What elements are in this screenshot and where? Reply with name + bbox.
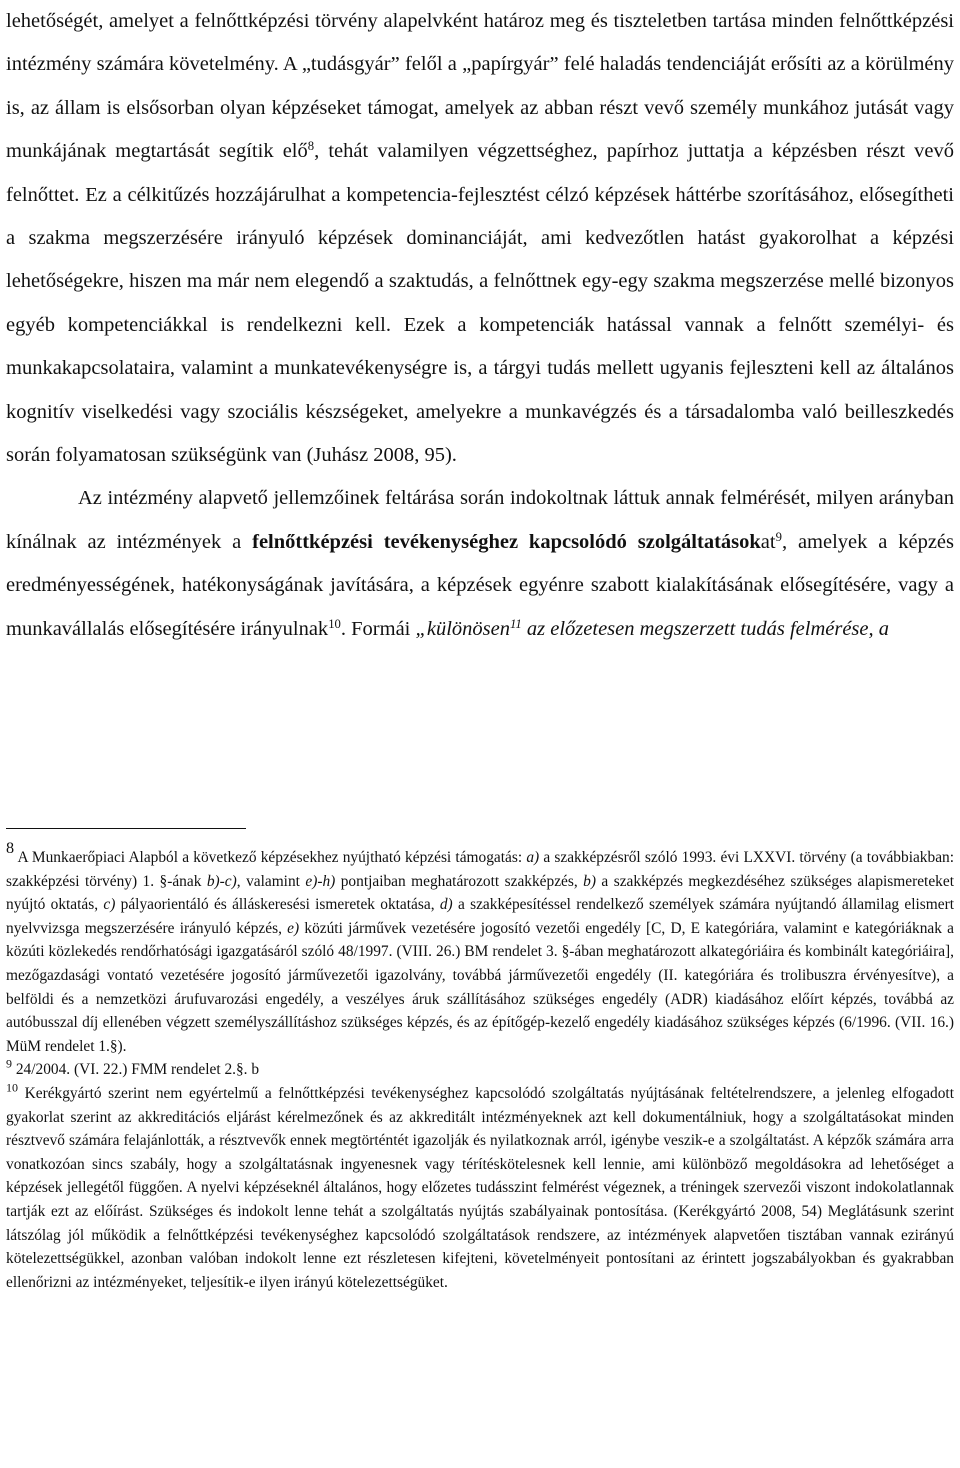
- footnote-ref-10[interactable]: 10: [328, 616, 341, 631]
- paragraph-2-text-d: . Formái: [340, 617, 416, 640]
- footnotes: [6, 840, 954, 1294]
- footnote-8-italic: a): [526, 849, 540, 866]
- footnote-8-number: 8: [6, 840, 15, 858]
- footnote-8-italic: b): [583, 872, 596, 890]
- footnote-8-italic: b)-c): [206, 872, 237, 890]
- document-page: [6, 0, 954, 651]
- paragraph-1: [6, 0, 954, 477]
- footnote-8-italic: e)-h): [305, 872, 336, 890]
- footnote-ref-9[interactable]: 9: [775, 529, 782, 544]
- footnote-10-number: 10: [6, 1080, 18, 1095]
- paragraph-2-italic-a: „különösen: [415, 617, 511, 640]
- paragraph-2-text-c: , amelyek a képzés eredményességének, hatékonyságának javítására, a képzések egyénre szabott kialakításának elősegítésére, vagy a munkavállalás elősegítésére irányulnak: [6, 530, 954, 640]
- footnote-8-italic: d): [439, 896, 453, 914]
- footnote-8-text: a szakképzés megkezdéséhez szükséges alapismereteket nyújtó oktatás,: [6, 872, 954, 914]
- main-text: [6, 0, 954, 651]
- footnote-10-text: Kerékgyártó szerint nem egyértelmű a felnőttképzési tevékenységhez kapcsolódó szolgáltatás nyújtásának feltételrendszere, a jelenleg elfogadott gyakorlat szerint az akkreditációs eljárást kérelmezőnek és az akkreditált intézményeknek azt kell dokumentálniuk, hogy a szolgáltatásokat minden résztvevő számára felajánlották, a résztvevők ennek megtörténtét igazolják és nyilatkoznak arról, igénybe veszik-e a szolgáltatást. A képzők számára arra vonatkozóan sincs szabály, hogy a szolgáltatásnak ingyenesnek vagy térítéskötelesnek kell lennie, ami különböző megoldásokra ad lehetőséget a képzések jellegétől függően. A nyelvi képzéseknél általános, hogy előzetes tudásszint felmérést végeznek, a tréningek szervezői viszont indokolatlannak tartják ezt az előírást. Szükséges és indokolt lenne tehát a szolgáltatás nyújtás szabályainak pontosítása. (Kerékgyártó 2008, 54) Meglátásunk szerint látszólag jól működik a felnőttképzési tevékenységhez kapcsolódó szolgáltatások rendszere, az intézmények alapvetően tisztában vannak ezirányú kötelezettségükkel, azonban valóban indokolt lenne ezt részletesen kifejteni, követelményeit pontosítani az érintett jogszabályokban és gyakrabban ellenőrizni az intézményeket, teljesítik-e ilyen irányú kötelezettségüket.: [6, 1084, 954, 1291]
- footnote-ref-8[interactable]: 8: [307, 139, 315, 154]
- footnote-8-text: , valamint: [236, 872, 306, 890]
- footnote-8-text: a szakképzésről szóló 1993. évi LXXVI. törvény (a továbbiakban: szakképzési törvény) 1. §-ának: [6, 849, 954, 890]
- paragraph-1-text-a: lehetőségét, amelyet a felnőttképzési törvény alapelvként határoz meg és tiszteletben tartása minden felnőttképzési intézmény számára követelmény. A „tudásgyár” felől a „papírgyár” felé haladás tendenciáját erősíti az a körülmény is, az állam is elsősorban olyan képzéseket támogat, amelyek az abban részt vevő személy munkához jutását vagy munkájának megtartását segítik elő: [6, 10, 954, 163]
- footnote-ref-11[interactable]: 11: [510, 616, 522, 631]
- paragraph-2: [6, 477, 954, 651]
- footnote-8-text: a szakképesítéssel rendelkező személyek számára nyújtandó államilag elismert nyelvvizsga megszerzésére irányuló képzés,: [6, 896, 954, 937]
- footnote-9: [6, 1058, 954, 1082]
- paragraph-2-italic-b: az előzetesen megszerzett tudás felmérése, a: [521, 617, 889, 640]
- footnote-8-italic: e): [287, 919, 300, 937]
- footnote-8-text: közúti járművek vezetésére jogosító vezetői engedély [C, D, E kategóriára, valamint e kategóriáknak a közúti közlekedés rendőrhatósági igazgatásáról szóló 48/1997. (VIII. 26.) BM rendelet 3. §-ában meghatározott alkategóriáira és kombinált kategóriáira], mezőgazdasági vontató vezetésére jogosító járművezetői igazolvány, továbbá járművezetői engedély (II. kategóriára és trolibuszra érvényesítve), a belföldi és a nemzetközi árufuvarozási engedély, a veszélyes áruk szállításához szükséges engedély (ADR) kiadásához előírt képzés, továbbá az autóbusszal díj ellenében végzett személyszállításhoz szükséges képzés, és az építőgép-kezelő engedély kiadásához szükséges képzés (6/1996. (VII. 16.) MüM rendelet 1.§).: [6, 919, 954, 1055]
- footnote-8-text: pontjaiban meghatározott szakképzés,: [335, 872, 584, 890]
- paragraph-2-text-b: at: [760, 530, 776, 553]
- footnote-8-italic: c): [103, 896, 116, 914]
- footnote-8: [6, 840, 954, 1058]
- footnote-separator: [6, 828, 246, 829]
- paragraph-2-text-a: Az intézmény alapvető jellemzőinek feltárása során indokoltnak láttuk annak felmérését, milyen arányban kínálnak az intézmények a: [6, 487, 954, 553]
- footnote-10: [6, 1082, 954, 1294]
- footnote-8-text: pályaorientáló és álláskeresési ismeretek oktatása,: [115, 896, 440, 914]
- paragraph-1-text-b: , tehát valamilyen végzettséghez, papírhoz juttatja a képzésben részt vevő felnőttet. Ez a célkitűzés hozzájárulhat a kompetencia-fejlesztést célzó képzések háttérbe szorításához, elősegítheti a szakma megszerzésére irányuló képzések dominanciáját, ami kedvezőtlen hatást gyakorolhat a képzési lehetőségekre, hiszen ma már nem elegendő a szaktudás, a felnőttnek egy-egy szakma megszerzése mellé bizonyos egyéb kompetenciákkal is rendelkezni kell. Ezek a kompetenciák hatással vannak a felnőtt személyi- és munkakapcsolataira, valamint a munkatevékenységre is, a tárgyi tudás mellett ugyanis fejleszteni kell az általános kognitív viselkedési vagy szociális készségeket, amelyekre a munkavégzés és a társadalomba való beilleszkedés során folyamatosan szükségünk van (Juhász 2008, 95).: [6, 140, 954, 467]
- footnote-9-number: 9: [6, 1056, 12, 1071]
- paragraph-2-bold-term: felnőttképzési tevékenységhez kapcsolódó szolgáltatások: [252, 530, 761, 553]
- footnote-8-text: A Munkaerőpiaci Alapból a következő képzésekhez nyújtható képzési támogatás:: [14, 849, 527, 866]
- footnote-9-text: 24/2004. (VI. 22.) FMM rendelet 2.§. b: [12, 1061, 260, 1079]
